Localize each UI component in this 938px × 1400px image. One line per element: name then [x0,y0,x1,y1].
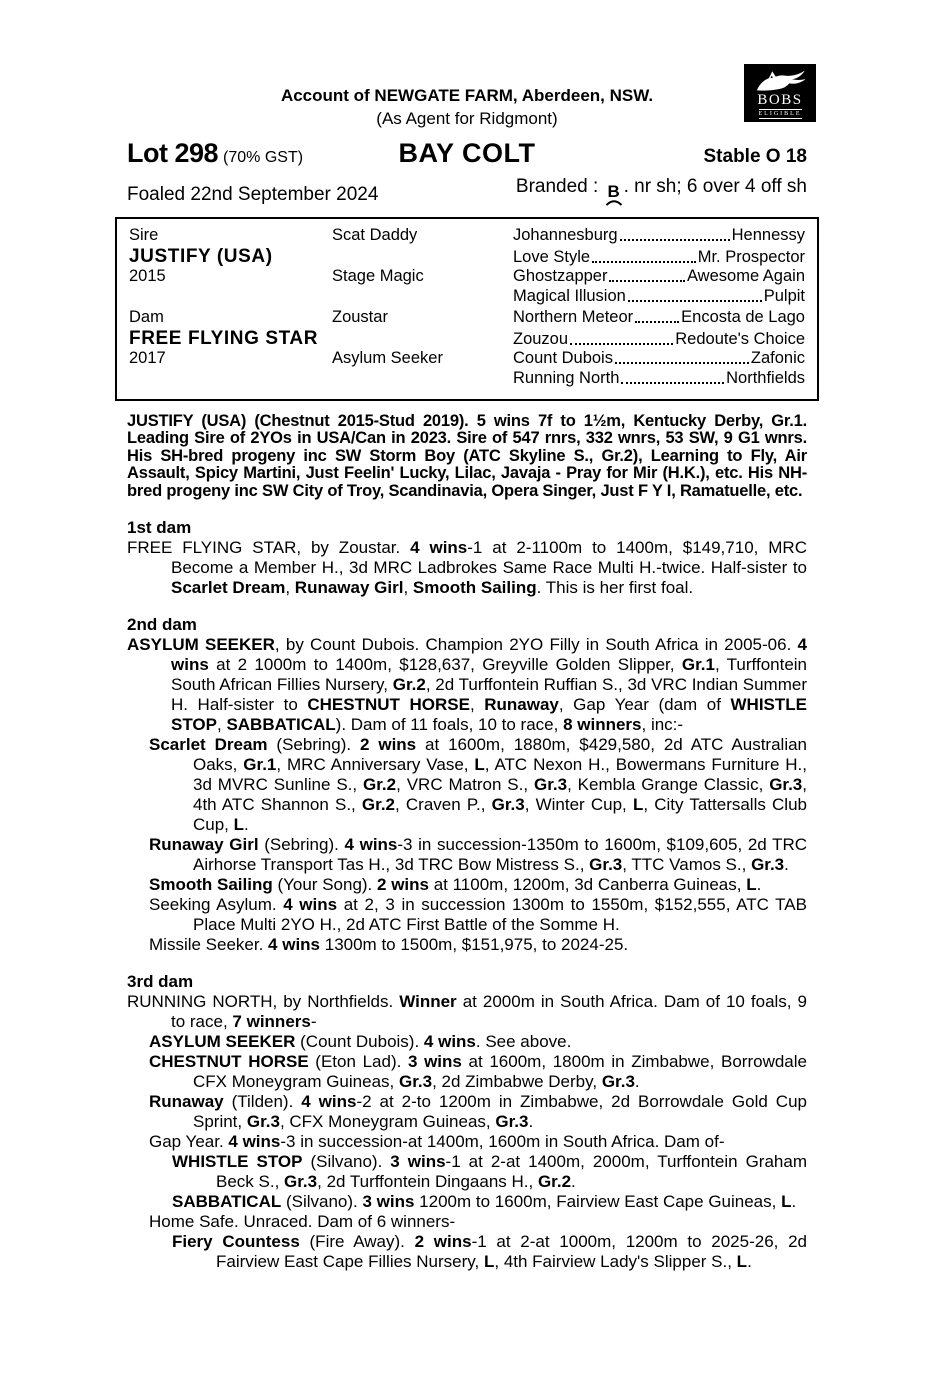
progeny-entry: CHESTNUT HORSE (Eton Lad). 3 wins at 1600m, 1800m in Zimbabwe, Borrowdale CFX Moneygram Guineas, Gr.3, 2d Zimbabwe Derby, Gr.3. [149,1051,807,1091]
vendor-account-line: Account of NEWGATE FARM, Aberdeen, NSW. [280,86,654,105]
foaled-date: Foaled 22nd September 2024 [127,183,379,205]
sire-summary: JUSTIFY (USA) (Chestnut 2015-Stud 2019). 5 wins 7f to 1½m, Kentucky Derby, Gr.1. Leading Sire of 2YOs in USA/Can in 2023. Sire of 547 rnrs, 332 wnrs, 53 SW, 9 G1 wnrs. His SH-bred progeny inc SW Storm Boy (ATC Skyline S., Gr.2), Learning to Fly, Air Assault, Spicy Martini, Just Feelin' Lucky, Lilac, Javaja - Pray for Mir (H.K.), etc. His NH-bred progeny inc SW City of Troy, Scandinavia, Opera Singer, Just F Y I, Ramatuelle, etc. [127,411,807,500]
dam-year: 2017 [129,348,166,367]
progeny-entry: Home Safe. Unraced. Dam of 6 winners- [149,1211,456,1231]
dam-entry: FREE FLYING STAR, by Zoustar. 4 wins-1 at 2-1100m to 1400m, $149,710, MRC Become a Member H., 3d MRC Ladbrokes Same Race Multi H.-twice. Half-sister to Scarlet Dream, Runaway Girl, Smooth Sailing. This is her first foal. [127,537,807,597]
gen3-row: Ghostzapper Awesome Again [513,266,805,285]
gen3-row: Love Style Mr. Prospector [513,248,805,267]
sire-year: 2015 [129,266,166,285]
sire-grandsire: Scat Daddy [332,225,418,244]
stable-number: Stable O 18 [703,146,807,167]
lot-row [127,138,807,169]
dam-grandsire: Zoustar [332,307,388,326]
dam-entry: RUNNING NORTH, by Northfields. Winner at 2000m in South Africa. Dam of 10 foals, 9 to race, 7 winners- [127,991,807,1031]
gst-note: (70% GST) [223,149,304,166]
gen3-row: Running North Northfields [513,369,805,388]
branded-info [516,176,807,206]
dotted-leader [620,226,730,241]
brand-symbol: B [605,185,623,206]
dam-name: FREE FLYING STAR [129,328,319,350]
dotted-leader [570,330,673,345]
gen3-row: Northern Meteor Encosta de Lago [513,307,805,326]
dotted-leader [615,349,749,364]
section-heading-3rd-dam: 3rd dam [127,971,194,991]
progeny-entry: SABBATICAL (Silvano). 3 wins 1200m to 1600m, Fairview East Cape Guineas, L. [172,1191,797,1211]
foaled-row [127,176,807,206]
progeny-entry: Runaway (Tilden). 4 wins-2 at 2-to 1200m in Zimbabwe, 2d Borrowdale Gold Cup Sprint, Gr.3, CFX Moneygram Guineas, Gr.3. [149,1091,807,1131]
sire-name: JUSTIFY (USA) [129,246,273,268]
progeny-entry: Scarlet Dream (Sebring). 2 wins at 1600m, 1880m, $429,580, 2d ATC Australian Oaks, Gr.1, MRC Anniversary Vase, L, ATC Nexon H., Bowermans Furniture H., 3d MVRC Sunline S., Gr.2, VRC Matron S., Gr.3, Kembla Grange Classic, Gr.3, 4th ATC Shannon S., Gr.2, Craven P., Gr.3, Winter Cup, L, City Tattersalls Club Cup, L. [149,734,808,834]
dam-granddam: Asylum Seeker [332,348,443,367]
gen3-row: Johannesburg Hennessy [513,225,805,244]
gen3-row: Count Dubois Zafonic [513,348,805,367]
agent-line: (As Agent for Ridgmont) [376,109,558,128]
gen3-row: Magical Illusion Pulpit [513,287,805,306]
dotted-leader [592,248,696,263]
logo-subtext: ELIGIBLE [758,110,802,117]
sire-label: Sire [129,225,159,244]
progeny-entry: Smooth Sailing (Your Song). 2 wins at 1100m, 1200m, 3d Canberra Guineas, L. [149,874,762,894]
progeny-entry: Missile Seeker. 4 wins 1300m to 1500m, $151,975, to 2024-25. [149,934,629,954]
dam-label: Dam [129,307,164,326]
progeny-entry: WHISTLE STOP (Silvano). 3 wins-1 at 2-at 1400m, 2000m, Turffontein Graham Beck S., Gr.3, 2d Turffontein Dingaans H., Gr.2. [172,1151,807,1191]
dotted-leader [628,287,762,302]
pedigree-table [115,217,819,401]
brand-arc-icon [605,199,623,206]
dotted-leader [635,308,679,323]
branded-label: Branded : [515,176,604,197]
progeny-entry: ASYLUM SEEKER (Count Dubois). 4 wins. See above. [149,1031,572,1051]
section-heading-1st-dam: 1st dam [127,517,192,537]
progeny-entry: Seeking Asylum. 4 wins at 2, 3 in succession 1300m to 1550m, $152,555, ATC TAB Place Multi 2YO H., 2d ATC First Battle of the Somme H. [149,894,807,934]
sire-granddam: Stage Magic [332,266,424,285]
gen3-row: Zouzou Redoute's Choice [513,330,805,349]
lot-number: Lot 298 [127,138,219,168]
dotted-leader [621,369,724,384]
logo-text: BOBS [757,91,803,108]
progeny-entry: Runaway Girl (Sebring). 4 wins-3 in succession-1350m to 1600m, $109,605, 2d TRC Airhorse Transport Tas H., 3d TRC Bow Mistress S., Gr.3, TTC Vamos S., Gr.3. [149,834,808,874]
dotted-leader [609,267,684,282]
dam-entry: ASYLUM SEEKER, by Count Dubois. Champion 2YO Filly in South Africa in 2005-06. 4 wins at 2 1000m to 1400m, $128,637, Greyville Golden Slipper, Gr.1, Turffontein South African Fillies Nursery, Gr.2, 2d Turffontein Ruffian S., 3d VRC Indian Summer H. Half-sister to CHESTNUT HORSE, Runaway, Gap Year (dam of WHISTLE STOP, SABBATICAL). Dam of 11 foals, 10 to race, 8 winners, inc:- [127,634,808,734]
progeny-entry: Fiery Countess (Fire Away). 2 wins-1 at 2-at 1000m, 1200m to 2025-26, 2d Fairview East Cape Fillies Nursery, L, 4th Fairview Lady's Slipper S., L. [172,1231,808,1271]
progeny-entry: Gap Year. 4 wins-3 in succession-at 1400m, 1600m in South Africa. Dam of- [149,1131,725,1151]
horse-title: BAY COLT [398,138,536,168]
lot-number-group [127,138,398,169]
branded-detail: . nr sh; 6 over 4 off sh [623,176,807,197]
section-heading-2nd-dam: 2nd dam [127,614,197,634]
